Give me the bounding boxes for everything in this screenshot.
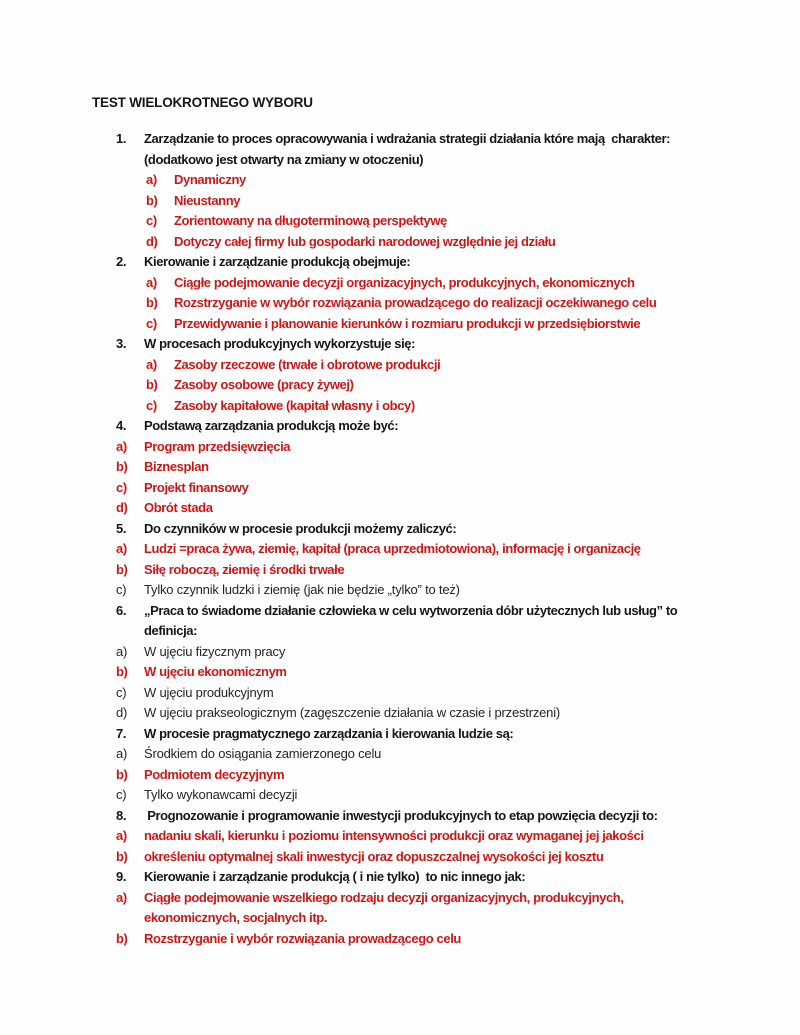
question-text: „Praca to świadome działanie człowieka w celu wytworzenia dóbr użytecznych lub usług” to [144, 602, 678, 618]
question-block [92, 867, 760, 949]
answer-row [116, 457, 760, 478]
question-text: W procesie pragmatycznego zarządzania i kierowania ludzie są: [144, 725, 514, 741]
answer-letter: b) [146, 377, 158, 392]
answer-row [116, 560, 760, 581]
question-block [92, 416, 760, 519]
answer-letter: b) [116, 664, 128, 679]
answer-text: Dotyczy całej firmy lub gospodarki narodowej względnie jej działu [174, 233, 556, 249]
question-row [116, 867, 760, 888]
question-row [116, 601, 760, 622]
answer-text: Przewidywanie i planowanie kierunków i rozmiaru produkcji w przedsiębiorstwie [174, 315, 641, 331]
question-number: 5. [116, 520, 127, 536]
answer-row [116, 929, 760, 950]
answer-row [116, 662, 760, 683]
answer-letter: c) [116, 479, 127, 495]
question-number: 7. [116, 725, 127, 741]
answer-letter: d) [146, 233, 158, 249]
answer-text: W ujęciu fizycznym pracy [144, 643, 286, 659]
answer-text: Biznesplan [144, 459, 209, 474]
answer-row [116, 498, 760, 519]
answer-text: W ujęciu ekonomicznym [144, 664, 287, 679]
answer-text: Program przedsięwzięcia [144, 438, 291, 454]
question-number: 6. [116, 602, 127, 618]
answer-row [116, 539, 760, 560]
question-number: 2. [116, 254, 127, 269]
answer-row [116, 580, 760, 601]
question-text: Zarządzanie to proces opracowywania i wdrażania strategii działania które mają charakter: [144, 131, 671, 146]
question-text: definicja: [144, 623, 198, 638]
answer-text: Tylko wykonawcami decyzji [144, 787, 298, 802]
answer-letter: b) [116, 848, 128, 864]
answer-letter: a) [116, 889, 127, 905]
answer-row [146, 170, 760, 191]
question-text: Kierowanie i zarządzanie produkcją obejmuje: [144, 254, 411, 269]
answer-row [116, 908, 760, 929]
answer-letter: c) [116, 684, 127, 700]
question-row [116, 252, 760, 273]
answer-letter: c) [116, 787, 127, 802]
answer-letter: b) [116, 561, 128, 577]
answer-text: nadaniu skali, kierunku i poziomu intensywności produkcji oraz wymaganej jej jakości [144, 828, 644, 843]
answer-letter: b) [116, 459, 128, 474]
answer-letter: a) [116, 643, 128, 659]
answer-letter: a) [116, 746, 128, 761]
answer-row [116, 478, 760, 499]
answer-text: W ujęciu produkcyjnym [144, 684, 274, 700]
answer-text: Zasoby kapitałowe (kapitał własny i obcy) [174, 397, 415, 413]
answer-letter: c) [146, 315, 157, 331]
question-number: 1. [116, 131, 127, 146]
answer-text: określeniu optymalnej skali inwestycji oraz dopuszczalnej wysokości jej kosztu [144, 848, 604, 864]
answer-letter: c) [146, 213, 157, 228]
answer-row [146, 232, 760, 253]
answer-text: W ujęciu prakseologicznym (zagęszczenie działania w czasie i przestrzeni) [144, 705, 561, 720]
question-block [92, 601, 760, 724]
answer-text: Zorientowany na długoterminową perspektywę [174, 213, 447, 228]
answer-row [116, 683, 760, 704]
question-block [92, 806, 760, 868]
question-text: W procesach produkcyjnych wykorzystuje się: [144, 336, 416, 351]
question-row [116, 416, 760, 437]
answer-text: Rozstrzyganie w wybór rozwiązania prowadzącego do realizacji oczekiwanego celu [174, 295, 657, 310]
answer-letter: b) [116, 766, 128, 782]
answer-letter: d) [116, 500, 128, 515]
answer-row [116, 703, 760, 724]
answer-row [146, 273, 760, 294]
answer-row [146, 375, 760, 396]
answer-text: Ciągłe podejmowanie decyzji organizacyjnych, produkcyjnych, ekonomicznych [174, 274, 635, 290]
answer-row [116, 888, 760, 909]
answer-letter: a) [146, 172, 157, 187]
question-text: (dodatkowo jest otwarty na zmiany w otoczeniu) [144, 151, 424, 167]
answer-text: Siłę roboczą, ziemię i środki trwałe [144, 561, 345, 577]
answer-text: Rozstrzyganie i wybór rozwiązania prowadzącego celu [144, 930, 461, 946]
question-row [116, 129, 760, 150]
answer-text: Projekt finansowy [144, 479, 249, 495]
answer-letter: c) [116, 582, 127, 597]
question-text: Kierowanie i zarządzanie produkcją ( i nie tylko) to nic innego jak: [144, 869, 526, 884]
answer-row [116, 847, 760, 868]
question-row [116, 621, 760, 642]
answer-row [146, 211, 760, 232]
question-text: Do czynników w procesie produkcji możemy zaliczyć: [144, 520, 457, 536]
answer-text: Ciągłe podejmowanie wszelkiego rodzaju decyzji organizacyjnych, produkcyjnych, [144, 889, 624, 905]
answer-row [116, 642, 760, 663]
answer-row [146, 191, 760, 212]
question-text: Prognozowanie i programowanie inwestycji produkcyjnych to etap powzięcia decyzji to: [144, 807, 658, 823]
answer-text: Dynamiczny [174, 172, 246, 187]
answer-letter: a) [116, 438, 127, 454]
answer-text: Tylko czynnik ludzki i ziemię (jak nie będzie „tylko” to też) [144, 582, 460, 597]
question-block [92, 129, 760, 252]
question-text: Podstawą zarządzania produkcją może być: [144, 418, 399, 433]
question-number: 8. [116, 807, 127, 823]
answer-text: Obrót stada [144, 500, 213, 515]
answer-letter: c) [146, 397, 157, 413]
question-block [92, 252, 760, 334]
answer-text: ekonomicznych, socjalnych itp. [144, 910, 328, 925]
answer-row [116, 437, 760, 458]
answer-row [116, 744, 760, 765]
answer-letter: d) [116, 705, 128, 720]
question-number: 4. [116, 418, 127, 433]
question-number: 3. [116, 336, 127, 351]
question-block [92, 334, 760, 416]
answer-letter: a) [116, 828, 127, 843]
answer-letter: b) [146, 295, 158, 310]
answer-row [116, 826, 760, 847]
answer-text: Ludzi =praca żywa, ziemię, kapitał (praca uprzedmiotowiona), informację i organizację [144, 541, 641, 556]
answer-row [116, 765, 760, 786]
answer-text: Zasoby rzeczowe (trwałe i obrotowe produkcji [174, 356, 441, 372]
question-row [116, 334, 760, 355]
answer-letter: a) [146, 274, 157, 290]
answer-row [146, 396, 760, 417]
answer-text: Zasoby osobowe (pracy żywej) [174, 377, 354, 392]
answer-text: Podmiotem decyzyjnym [144, 766, 285, 782]
question-block [92, 519, 760, 601]
answer-letter: a) [116, 541, 127, 556]
document-title: TEST WIELOKROTNEGO WYBORU [92, 95, 313, 110]
answer-letter: b) [116, 930, 128, 946]
question-list [92, 129, 760, 949]
question-number: 9. [116, 869, 127, 884]
question-row [116, 519, 760, 540]
question-block [92, 724, 760, 806]
answer-text: Środkiem do osiągania zamierzonego celu [144, 746, 382, 761]
answer-row [116, 785, 760, 806]
question-row [116, 724, 760, 745]
answer-row [146, 314, 760, 335]
answer-letter: a) [146, 356, 157, 372]
answer-letter: b) [146, 192, 158, 208]
answer-row [146, 293, 760, 314]
question-row [116, 150, 760, 171]
answer-row [146, 355, 760, 376]
question-row [116, 806, 760, 827]
answer-text: Nieustanny [174, 192, 241, 208]
